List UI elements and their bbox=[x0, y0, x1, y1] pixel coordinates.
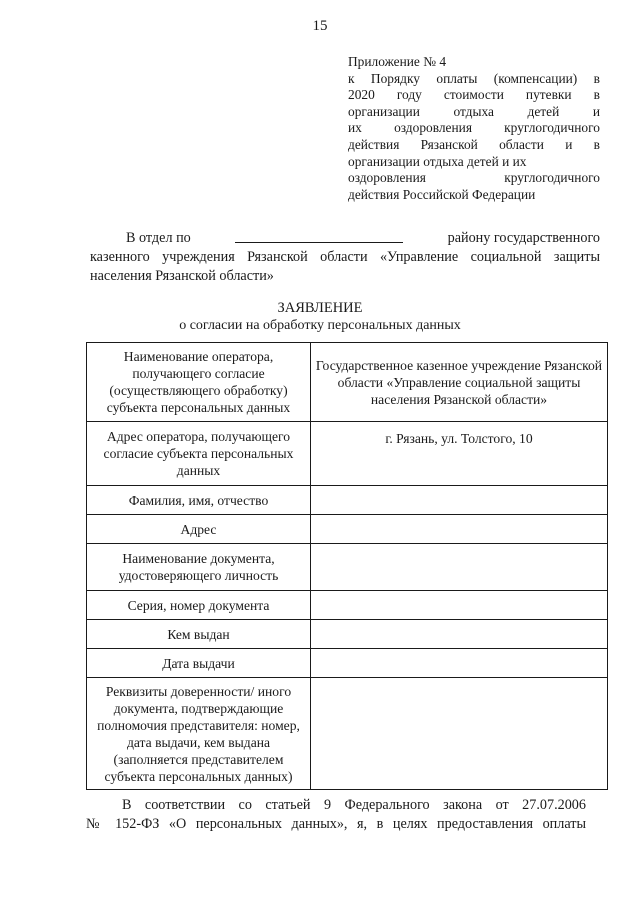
appendix-title: Приложение № 4 bbox=[348, 54, 447, 69]
appendix-line: оздоровления круглогодичного bbox=[348, 170, 600, 186]
page-number: 15 bbox=[312, 18, 328, 34]
table-row bbox=[87, 343, 608, 422]
row-value[interactable] bbox=[311, 678, 608, 790]
row-label: Адрес оператора, получающего согласие субъекта персональных данных bbox=[87, 422, 311, 486]
district-blank-field[interactable] bbox=[235, 229, 403, 243]
appendix-line: действия Рязанской области и в bbox=[348, 136, 600, 152]
row-value[interactable] bbox=[311, 515, 608, 544]
row-label: Адрес bbox=[87, 515, 311, 544]
paragraph-line: № 152-ФЗ «О персональных данных», я, в целях предоставления оплаты bbox=[86, 816, 586, 832]
recipient-first-line bbox=[90, 229, 600, 248]
table-row bbox=[87, 620, 608, 649]
table-row bbox=[87, 544, 608, 591]
appendix-line: действия Российской Федерации bbox=[348, 186, 536, 202]
row-label: Реквизиты доверенности/ иного документа, подтверждающие полномочия представителя: номер, дата выдачи, кем выдана (заполняется представителем субъекта персональных данных) bbox=[87, 678, 311, 790]
table-row bbox=[87, 678, 608, 790]
row-label: Серия, номер документа bbox=[87, 591, 311, 620]
appendix-line: их оздоровления круглогодичного bbox=[348, 120, 600, 136]
row-label: Фамилия, имя, отчество bbox=[87, 486, 311, 515]
row-label: Наименование оператора, получающего согласие (осуществляющего обработку) субъекта персональных данных bbox=[87, 343, 311, 422]
table-row bbox=[87, 486, 608, 515]
row-value[interactable] bbox=[311, 620, 608, 649]
consent-paragraph bbox=[86, 796, 586, 834]
appendix-block bbox=[348, 54, 600, 203]
row-value[interactable] bbox=[311, 486, 608, 515]
row-value: Государственное казенное учреждение Рязанской области «Управление социальной защиты населения Рязанской области» bbox=[311, 343, 608, 422]
personal-data-table bbox=[86, 342, 608, 790]
recipient-rest: казенного учреждения Рязанской области «Управление социальной защиты населения Рязанской области» bbox=[90, 249, 600, 284]
recipient-block bbox=[90, 229, 600, 286]
table-row bbox=[87, 422, 608, 486]
recipient-suffix: району государственного bbox=[447, 230, 600, 246]
document-subtitle: о согласии на обработку персональных данных bbox=[179, 318, 461, 333]
table-row bbox=[87, 649, 608, 678]
appendix-line: организации отдыха детей и их bbox=[348, 153, 527, 169]
row-value[interactable] bbox=[311, 544, 608, 591]
appendix-line: к Порядку оплаты (компенсации) в bbox=[348, 70, 600, 86]
appendix-line: организации отдыха детей и bbox=[348, 103, 600, 119]
row-value[interactable] bbox=[311, 649, 608, 678]
recipient-prefix: В отдел по bbox=[126, 230, 191, 246]
table-row bbox=[87, 591, 608, 620]
row-value: г. Рязань, ул. Толстого, 10 bbox=[311, 422, 608, 486]
table-row bbox=[87, 515, 608, 544]
document-title: ЗАЯВЛЕНИЕ bbox=[277, 300, 363, 316]
row-label: Наименование документа, удостоверяющего личность bbox=[87, 544, 311, 591]
row-label: Дата выдачи bbox=[87, 649, 311, 678]
appendix-line: 2020 году стоимости путевки в bbox=[348, 87, 600, 103]
row-value[interactable] bbox=[311, 591, 608, 620]
row-label: Кем выдан bbox=[87, 620, 311, 649]
paragraph-line: В соответствии со статьей 9 Федерального закона от 27.07.2006 bbox=[122, 797, 586, 813]
